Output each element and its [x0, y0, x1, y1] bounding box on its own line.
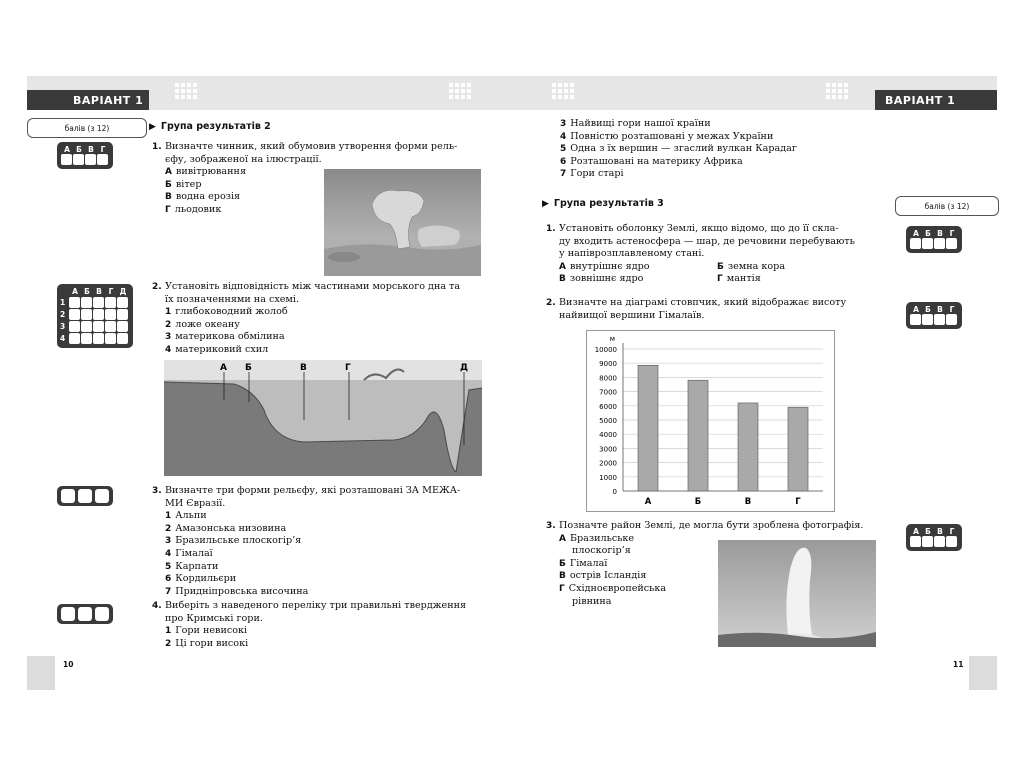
bar-chart-svg — [587, 331, 834, 511]
option-text: ложе океану — [175, 318, 240, 330]
option-marker: 4 — [560, 131, 567, 142]
option-marker: В — [559, 274, 566, 285]
option-text: вітер — [175, 178, 202, 190]
answer-cell[interactable] — [922, 238, 933, 249]
option-text: Одна з їх вершин — згаслий вулкан Карадаг — [570, 143, 797, 155]
option-text: Східноєвропейська — [568, 582, 667, 594]
option-marker: Г — [559, 583, 565, 594]
answer-cell[interactable] — [81, 309, 92, 320]
answer-option — [559, 273, 717, 286]
y-tick-label: 1000 — [599, 473, 617, 482]
option-text: Бразильське плоскогір’я — [175, 535, 302, 547]
option-marker: 3 — [165, 332, 172, 343]
option-marker: А — [165, 167, 172, 178]
answer-cell[interactable] — [105, 333, 116, 344]
decor-dots — [449, 83, 471, 99]
y-tick-label: 0 — [612, 488, 617, 496]
answer-cell[interactable] — [117, 321, 128, 332]
question-4-continued — [560, 118, 880, 181]
x-tick-label: Г — [795, 497, 801, 507]
option-marker: 7 — [165, 586, 172, 597]
answer-grid-q3 — [906, 524, 962, 551]
answer-cell[interactable] — [81, 297, 92, 308]
answer-option — [560, 118, 880, 131]
decor-dots — [826, 83, 848, 99]
option-marker: 5 — [165, 561, 172, 572]
x-tick-label: Б — [694, 497, 702, 507]
answer-option — [165, 344, 485, 357]
answer-letter: А — [913, 229, 919, 238]
answer-cell[interactable] — [95, 489, 109, 503]
answer-cell[interactable] — [61, 489, 75, 503]
answer-option — [165, 638, 485, 651]
left-page — [27, 76, 512, 690]
question-3: 3. Визначте три форми рельєфу, які розташовані ЗА МЕЖА- МИ Євразії. 1 Альпи 2 Амазонська низовина 3 Бразильське плоскогір’я 4 Гімалаї 5 Карпати 6 Кордильєри 7 Придніпровська височина — [165, 485, 485, 598]
option-marker: 6 — [560, 156, 567, 167]
answer-cell[interactable] — [95, 607, 109, 621]
answer-option — [165, 319, 485, 332]
answer-option — [717, 273, 867, 286]
y-tick-label: 8000 — [599, 374, 617, 383]
seabed-diagram — [164, 360, 482, 476]
answer-cell[interactable] — [922, 314, 933, 325]
option-text: Гори невисокі — [175, 625, 248, 637]
answer-option — [165, 625, 485, 638]
option-text: вивітрювання — [175, 166, 246, 178]
answer-cell[interactable] — [69, 309, 80, 320]
x-tick-label: В — [744, 497, 752, 507]
option-text-continued: рівнина — [572, 595, 612, 607]
answer-cell[interactable] — [946, 536, 957, 547]
answer-letter: Г — [949, 527, 955, 536]
decor-dots — [552, 83, 574, 99]
answer-letter: Г — [108, 287, 114, 296]
option-text: внутрішнє ядро — [569, 260, 650, 272]
diagram-label: Б — [245, 363, 252, 373]
question-2: 2. Визначте на діаграмі стовпчик, який відображає висоту найвищої вершини Гімалаїв. — [546, 297, 847, 321]
answer-cell[interactable] — [922, 536, 933, 547]
option-text: глибоководний жолоб — [175, 306, 288, 318]
option-marker: Б — [165, 179, 172, 190]
answer-cell[interactable] — [85, 154, 96, 165]
answer-letter: Б — [84, 287, 90, 296]
option-text: Придніпровська височина — [175, 585, 309, 597]
option-text: льодовик — [174, 203, 222, 215]
option-marker: А — [559, 533, 566, 544]
answer-grid-q2 — [906, 302, 962, 329]
answer-cell[interactable] — [934, 314, 945, 325]
option-text: Альпи — [175, 510, 207, 522]
answer-letter: Г — [949, 305, 955, 314]
question-3: 3. Позначте район Землі, де могла бути зроблена фотографія. А Бразильське плоскогір’я Б Гімалаї В острів Ісландія Г Східноєвропейська рівнина — [559, 520, 889, 608]
answer-option — [165, 535, 485, 548]
answer-letter: В — [96, 287, 102, 296]
option-marker: 1 — [165, 511, 172, 522]
answer-cell[interactable] — [910, 314, 921, 325]
option-marker: 4 — [165, 344, 172, 355]
diagram-label: А — [220, 363, 227, 373]
y-tick-label: 10000 — [594, 346, 617, 354]
option-text: материкова обмілина — [175, 331, 285, 343]
y-tick-label: 7000 — [599, 388, 617, 397]
option-text: земна кора — [727, 260, 786, 272]
answer-cell[interactable] — [934, 536, 945, 547]
answer-option — [165, 510, 485, 523]
answer-letter: Б — [76, 145, 82, 154]
answer-letter: Б — [925, 527, 931, 536]
answer-cell[interactable] — [69, 333, 80, 344]
answer-option — [560, 131, 880, 144]
question-2: 2. Установіть відповідність між частинами морського дна та їх позначеннями на схемі. 1 глибоководний жолоб 2 ложе океану 3 материкова обмілина 4 материковий схил — [165, 281, 485, 357]
page-corner — [969, 656, 997, 690]
score-box: балів (з 12) — [27, 118, 147, 138]
option-text: Гори старі — [570, 168, 624, 180]
answer-option — [165, 548, 485, 561]
geyser-photo — [718, 540, 876, 647]
y-tick-label: 2000 — [599, 459, 617, 468]
answer-row — [60, 309, 129, 320]
bar — [788, 407, 808, 491]
answer-letter: А — [913, 305, 919, 314]
decor-dots — [175, 83, 197, 99]
y-tick-label: 6000 — [599, 402, 617, 411]
option-text: водна ерозія — [175, 191, 241, 203]
answer-option — [165, 306, 485, 319]
answer-row-number: 4 — [60, 334, 66, 343]
answer-grid-q1 — [906, 226, 962, 253]
diagram-label: Д — [460, 363, 469, 373]
answer-letter: Д — [119, 287, 127, 296]
answer-letter: А — [913, 527, 919, 536]
option-marker: 4 — [165, 548, 172, 559]
option-marker: 3 — [560, 119, 567, 129]
option-marker: 1 — [165, 626, 172, 637]
question-1: 1. Установіть оболонку Землі, якщо відомо, що до її скла- ду входить астеносфера — шар, де речовини перебувають у напіврозплавленому стані. А внутрішнє ядро Б земна кора В зовнішнє ядро Г мантія — [559, 223, 879, 286]
bar — [738, 403, 758, 491]
answer-row — [60, 333, 129, 344]
option-marker: 6 — [165, 574, 172, 585]
option-marker: 3 — [165, 536, 172, 547]
option-text: Бразильське — [569, 532, 635, 544]
option-marker: Б — [717, 261, 724, 272]
option-text: острів Ісландія — [569, 570, 647, 582]
option-text-continued: плоскогір’я — [572, 545, 631, 557]
option-text: Найвищі гори нашої країни — [570, 118, 711, 129]
answer-cell[interactable] — [81, 333, 92, 344]
option-text: Розташовані на материку Африка — [570, 155, 743, 167]
answer-cell[interactable] — [946, 238, 957, 249]
option-text: Карпати — [175, 560, 219, 572]
answer-cell[interactable] — [934, 238, 945, 249]
answer-letter: А — [64, 145, 70, 154]
bar — [688, 380, 708, 491]
answer-grid-q2 — [57, 284, 133, 348]
option-text: Гімалаї — [175, 547, 213, 559]
answer-cell[interactable] — [69, 297, 80, 308]
answer-option — [165, 573, 485, 586]
answer-cell[interactable] — [105, 321, 116, 332]
answer-letter: В — [937, 229, 943, 238]
option-marker: 2 — [165, 638, 172, 649]
answer-option — [165, 523, 485, 536]
bar-chart — [586, 330, 835, 512]
group-heading: ▶ Група результатів 3 — [542, 198, 664, 209]
answer-row-number: 2 — [60, 310, 66, 319]
option-marker: 2 — [165, 319, 172, 330]
answer-cell[interactable] — [93, 333, 104, 344]
page-corner — [27, 656, 55, 690]
answer-cell[interactable] — [105, 309, 116, 320]
answer-letter: Г — [949, 229, 955, 238]
answer-boxes-q4 — [57, 604, 113, 624]
answer-boxes-q3 — [57, 486, 113, 506]
answer-cell[interactable] — [93, 321, 104, 332]
option-text: Повністю розташовані у межах України — [570, 130, 774, 142]
variant-tag: ВАРІАНТ 1 — [875, 90, 997, 110]
answer-letter: В — [88, 145, 94, 154]
answer-cell[interactable] — [61, 154, 72, 165]
diagram-label: В — [300, 363, 307, 373]
answer-cell[interactable] — [78, 489, 92, 503]
group-heading: ▶ Група результатів 2 — [149, 121, 271, 132]
option-marker: А — [559, 261, 566, 272]
triangle-bullet-icon: ▶ — [542, 199, 549, 209]
answer-option — [165, 561, 485, 574]
answer-letter: Г — [100, 145, 106, 154]
option-marker: В — [165, 192, 172, 203]
answer-letter: В — [937, 527, 943, 536]
option-text: Гімалаї — [569, 557, 608, 569]
answer-cell[interactable] — [81, 321, 92, 332]
answer-letter: Б — [925, 229, 931, 238]
answer-option — [165, 331, 485, 344]
answer-cell[interactable] — [105, 297, 116, 308]
question-1: 1. Визначте чинник, який обумовив утворення форми рель- єфу, зображеної на ілюстрації. А вивітрювання Б вітер В водна ерозія Г льодовик — [165, 141, 485, 217]
y-axis-unit: м — [609, 335, 615, 343]
score-box: балів (з 12) — [895, 196, 999, 216]
option-text: зовнішнє ядро — [569, 273, 644, 285]
answer-option — [559, 261, 717, 274]
y-tick-label: 3000 — [599, 445, 617, 454]
y-tick-label: 5000 — [599, 417, 617, 425]
option-marker: Г — [165, 204, 171, 215]
answer-cell[interactable] — [69, 321, 80, 332]
option-marker: Б — [559, 558, 566, 569]
answer-row — [60, 321, 129, 332]
option-text: Амазонська низовина — [175, 522, 287, 534]
option-marker: 5 — [560, 144, 567, 155]
option-marker: В — [559, 571, 566, 582]
answer-cell[interactable] — [910, 536, 921, 547]
rock-formation-photo — [324, 169, 481, 276]
answer-option — [560, 168, 880, 181]
answer-cell[interactable] — [78, 607, 92, 621]
answer-cell[interactable] — [117, 309, 128, 320]
option-marker: 2 — [165, 523, 172, 534]
answer-row-number: 1 — [60, 298, 66, 307]
answer-cell[interactable] — [97, 154, 108, 165]
option-marker: Г — [717, 274, 723, 285]
option-marker: 7 — [560, 169, 567, 180]
option-text: материковий схил — [175, 343, 269, 355]
answer-letter: Б — [925, 305, 931, 314]
variant-tag: ВАРІАНТ 1 — [27, 90, 149, 110]
question-4: 4. Виберіть з наведеного переліку три правильні твердження про Кримські гори. 1 Гори невисокі 2 Ці гори високі — [165, 600, 485, 650]
answer-cell[interactable] — [117, 297, 128, 308]
answer-row — [60, 297, 129, 308]
answer-cell[interactable] — [93, 309, 104, 320]
answer-cell[interactable] — [73, 154, 84, 165]
diagram-label: Г — [345, 363, 351, 373]
option-text: Ці гори високі — [175, 637, 249, 649]
right-page — [512, 76, 997, 690]
answer-option — [165, 586, 485, 599]
option-text: мантія — [726, 273, 761, 285]
y-tick-label: 9000 — [599, 360, 617, 369]
bar — [638, 365, 658, 491]
answer-grid-q1 — [57, 142, 113, 169]
answer-letter: А — [72, 287, 78, 296]
x-tick-label: А — [644, 497, 652, 507]
option-marker: 1 — [165, 307, 172, 318]
answer-cell[interactable] — [910, 238, 921, 249]
answer-option — [717, 261, 867, 274]
page-number: 11 — [953, 660, 964, 669]
answer-option — [560, 143, 880, 156]
answer-cell[interactable] — [61, 607, 75, 621]
triangle-bullet-icon: ▶ — [149, 122, 156, 132]
answer-cell[interactable] — [946, 314, 957, 325]
answer-row-number: 3 — [60, 322, 66, 331]
page-number: 10 — [63, 660, 74, 669]
answer-option — [560, 156, 880, 169]
y-tick-label: 4000 — [599, 431, 617, 440]
option-text: Кордильєри — [175, 573, 237, 585]
answer-cell[interactable] — [93, 297, 104, 308]
answer-cell[interactable] — [117, 333, 128, 344]
answer-letter: В — [937, 305, 943, 314]
